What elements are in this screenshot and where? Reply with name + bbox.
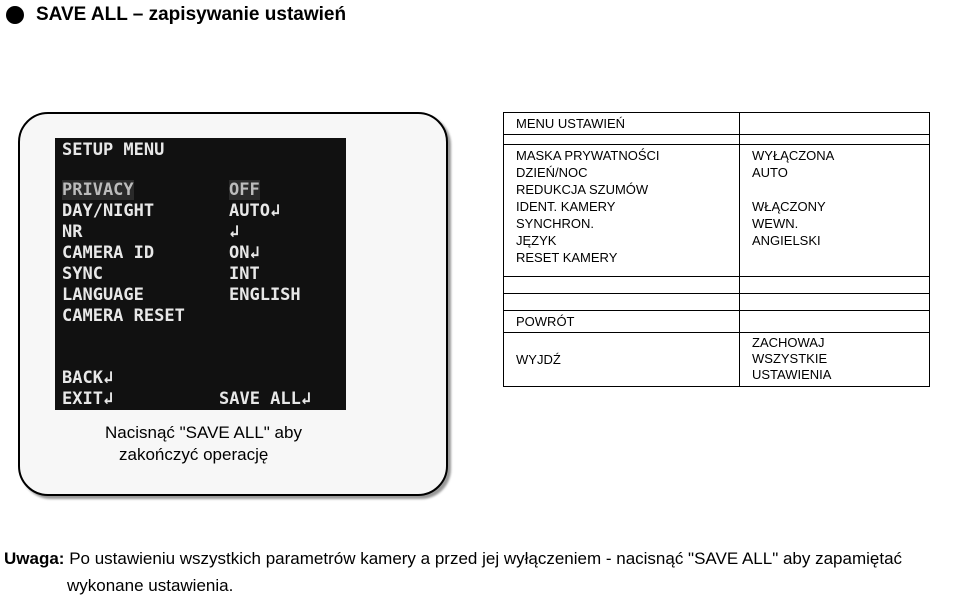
table-save-all-cell — [740, 333, 930, 387]
table-empty-cell — [740, 311, 930, 333]
osd-row-value: ↲ — [229, 222, 240, 242]
table-empty-cell — [504, 294, 740, 311]
osd-screen — [55, 138, 346, 410]
frame-caption — [105, 422, 302, 466]
table-items-left — [504, 145, 740, 277]
table-empty-cell — [740, 294, 930, 311]
osd-row-value: AUTO↲ — [229, 201, 281, 221]
osd-row-value: OFF — [229, 180, 260, 200]
save-all-text: ZACHOWAJ WSZYSTKIE USTAWIENIA — [752, 335, 832, 382]
note-continuation: wykonane ustawienia. — [67, 576, 234, 595]
osd-row-label: CAMERA RESET — [62, 306, 185, 326]
osd-row-label: PRIVACY — [62, 180, 134, 200]
table-empty-cell — [740, 135, 930, 145]
osd-row-label: DAY/NIGHT — [62, 201, 155, 221]
table-empty-cell — [740, 277, 930, 294]
items-left-text: MASKA PRYWATNOŚCI DZIEŃ/NOC REDUKCJA SZUMÓW IDENT. KAMERY SYNCHRON. JĘZYK RESET KAMERY — [516, 148, 660, 265]
table-empty-cell — [504, 135, 740, 145]
note-text: Po ustawieniu wszystkich parametrów kamery a przed jej wyłączeniem - nacisnąć "SAVE ALL" aby zapamiętać — [69, 549, 903, 568]
osd-row-value: INT — [229, 264, 260, 284]
table-back-cell: POWRÓT — [504, 311, 740, 333]
osd-save-all: SAVE ALL↲ — [219, 389, 312, 409]
table-empty-cell — [504, 277, 740, 294]
table-exit-cell: WYJDŹ — [504, 333, 740, 387]
bullet-icon — [6, 6, 24, 24]
caption-line-2: zakończyć operację — [119, 445, 269, 464]
osd-row-value: ENGLISH — [229, 285, 301, 305]
items-right-text: WYŁĄCZONA AUTO WŁĄCZONY WEWN. ANGIELSKI — [752, 148, 835, 248]
note — [4, 545, 902, 599]
table-empty-cell — [740, 113, 930, 135]
table-items-right — [740, 145, 930, 277]
osd-row-label: SYNC — [62, 264, 103, 284]
section-heading — [6, 4, 346, 26]
table-header-cell: MENU USTAWIEŃ — [504, 113, 740, 135]
note-label: Uwaga: — [4, 549, 65, 568]
osd-back: BACK↲ — [62, 368, 114, 388]
caption-line-1: Nacisnąć "SAVE ALL" aby — [105, 423, 302, 442]
heading-text: SAVE ALL – zapisywanie ustawień — [36, 4, 347, 25]
osd-title: SETUP MENU — [62, 140, 165, 160]
osd-row-label: LANGUAGE — [62, 285, 144, 305]
osd-row-value: ON↲ — [229, 243, 260, 263]
osd-exit: EXIT↲ — [62, 389, 114, 409]
osd-row-label: NR — [62, 222, 83, 242]
osd-row-label: CAMERA ID — [62, 243, 155, 263]
translation-table — [503, 112, 930, 387]
